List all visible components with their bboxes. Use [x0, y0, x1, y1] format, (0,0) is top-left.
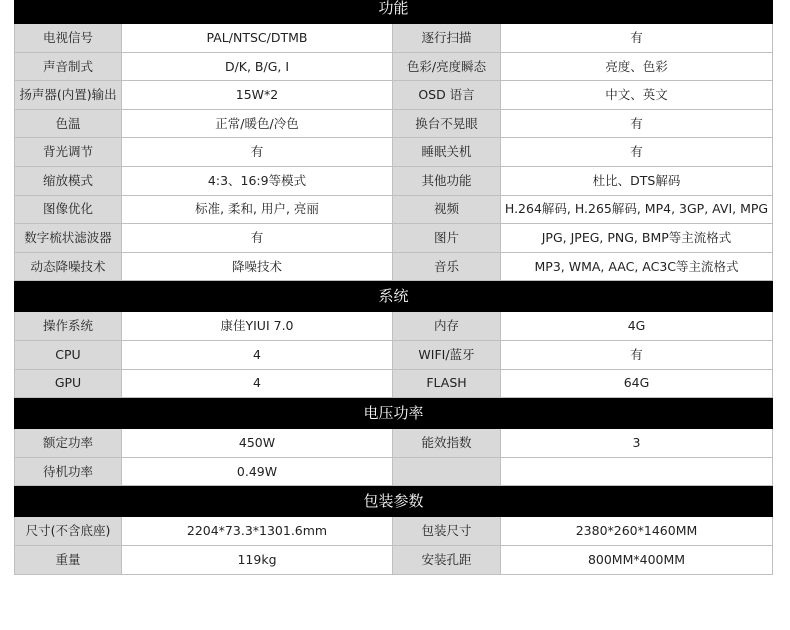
- spec-row: [15, 52, 773, 81]
- spec-row: [15, 81, 773, 110]
- spec-value: 4: [122, 340, 393, 369]
- spec-value: 0.49W: [122, 457, 393, 486]
- spec-value: 有: [501, 109, 773, 138]
- spec-row: [15, 340, 773, 369]
- spec-value: 有: [122, 138, 393, 167]
- spec-value: 亮度、色彩: [501, 52, 773, 81]
- spec-value: 有: [501, 24, 773, 53]
- spec-row: [15, 109, 773, 138]
- spec-value: 450W: [122, 429, 393, 458]
- spec-label: 图片: [393, 224, 501, 253]
- spec-row: [15, 545, 773, 574]
- spec-value: 4G: [501, 312, 773, 341]
- spec-label: 扬声器(内置)输出: [15, 81, 122, 110]
- spec-row: [15, 224, 773, 253]
- spec-label: 声音制式: [15, 52, 122, 81]
- spec-value: [501, 457, 773, 486]
- spec-row: [15, 24, 773, 53]
- spec-label: 动态降噪技术: [15, 252, 122, 281]
- spec-row: [15, 517, 773, 546]
- spec-label: 色温: [15, 109, 122, 138]
- spec-label: 尺寸(不含底座): [15, 517, 122, 546]
- spec-table: [14, 0, 773, 575]
- spec-label: 能效指数: [393, 429, 501, 458]
- spec-value: 有: [501, 138, 773, 167]
- spec-label: 色彩/亮度瞬态: [393, 52, 501, 81]
- spec-label: 包装尺寸: [393, 517, 501, 546]
- section-header: [15, 281, 773, 312]
- spec-label: 操作系统: [15, 312, 122, 341]
- spec-value: 有: [122, 224, 393, 253]
- section-title: 系统: [15, 281, 773, 312]
- spec-value: 杜比、DTS解码: [501, 166, 773, 195]
- spec-row: [15, 138, 773, 167]
- spec-label: [393, 457, 501, 486]
- spec-value: JPG, JPEG, PNG, BMP等主流格式: [501, 224, 773, 253]
- spec-row: [15, 166, 773, 195]
- spec-value: MP3, WMA, AAC, AC3C等主流格式: [501, 252, 773, 281]
- spec-label: 数字梳状滤波器: [15, 224, 122, 253]
- section-header: [15, 0, 773, 24]
- spec-value: 800MM*400MM: [501, 545, 773, 574]
- spec-row: [15, 312, 773, 341]
- spec-value: 标准, 柔和, 用户, 亮丽: [122, 195, 393, 224]
- spec-value: 2380*260*1460MM: [501, 517, 773, 546]
- spec-value: H.264解码, H.265解码, MP4, 3GP, AVI, MPG: [501, 195, 773, 224]
- spec-value: 2204*73.3*1301.6mm: [122, 517, 393, 546]
- spec-value: 康佳YIUI 7.0: [122, 312, 393, 341]
- spec-label: 睡眠关机: [393, 138, 501, 167]
- spec-value: 正常/暖色/冷色: [122, 109, 393, 138]
- spec-label: WIFI/蓝牙: [393, 340, 501, 369]
- spec-label: GPU: [15, 369, 122, 398]
- spec-value: 3: [501, 429, 773, 458]
- spec-label: 视频: [393, 195, 501, 224]
- spec-row: [15, 369, 773, 398]
- spec-label: 重量: [15, 545, 122, 574]
- spec-label: 音乐: [393, 252, 501, 281]
- spec-row: [15, 429, 773, 458]
- spec-value: 4: [122, 369, 393, 398]
- spec-value: 有: [501, 340, 773, 369]
- spec-row: [15, 195, 773, 224]
- spec-label: 图像优化: [15, 195, 122, 224]
- spec-label: 逐行扫描: [393, 24, 501, 53]
- spec-label: 待机功率: [15, 457, 122, 486]
- section-header: [15, 398, 773, 429]
- spec-label: OSD 语言: [393, 81, 501, 110]
- spec-label: FLASH: [393, 369, 501, 398]
- spec-label: 缩放模式: [15, 166, 122, 195]
- spec-label: 安装孔距: [393, 545, 501, 574]
- spec-value: 119kg: [122, 545, 393, 574]
- spec-label: 电视信号: [15, 24, 122, 53]
- spec-value: D/K, B/G, I: [122, 52, 393, 81]
- spec-label: 换台不晃眼: [393, 109, 501, 138]
- spec-value: 15W*2: [122, 81, 393, 110]
- spec-label: 其他功能: [393, 166, 501, 195]
- spec-value: 64G: [501, 369, 773, 398]
- section-title: 功能: [15, 0, 773, 24]
- spec-label: 内存: [393, 312, 501, 341]
- spec-value: 4:3、16:9等模式: [122, 166, 393, 195]
- section-title: 包装参数: [15, 486, 773, 517]
- spec-label: 额定功率: [15, 429, 122, 458]
- spec-label: 背光调节: [15, 138, 122, 167]
- spec-table-container: [14, 0, 772, 575]
- section-title: 电压功率: [15, 398, 773, 429]
- section-header: [15, 486, 773, 517]
- spec-value: 中文、英文: [501, 81, 773, 110]
- spec-row: [15, 457, 773, 486]
- spec-value: 降噪技术: [122, 252, 393, 281]
- spec-label: CPU: [15, 340, 122, 369]
- spec-value: PAL/NTSC/DTMB: [122, 24, 393, 53]
- spec-row: [15, 252, 773, 281]
